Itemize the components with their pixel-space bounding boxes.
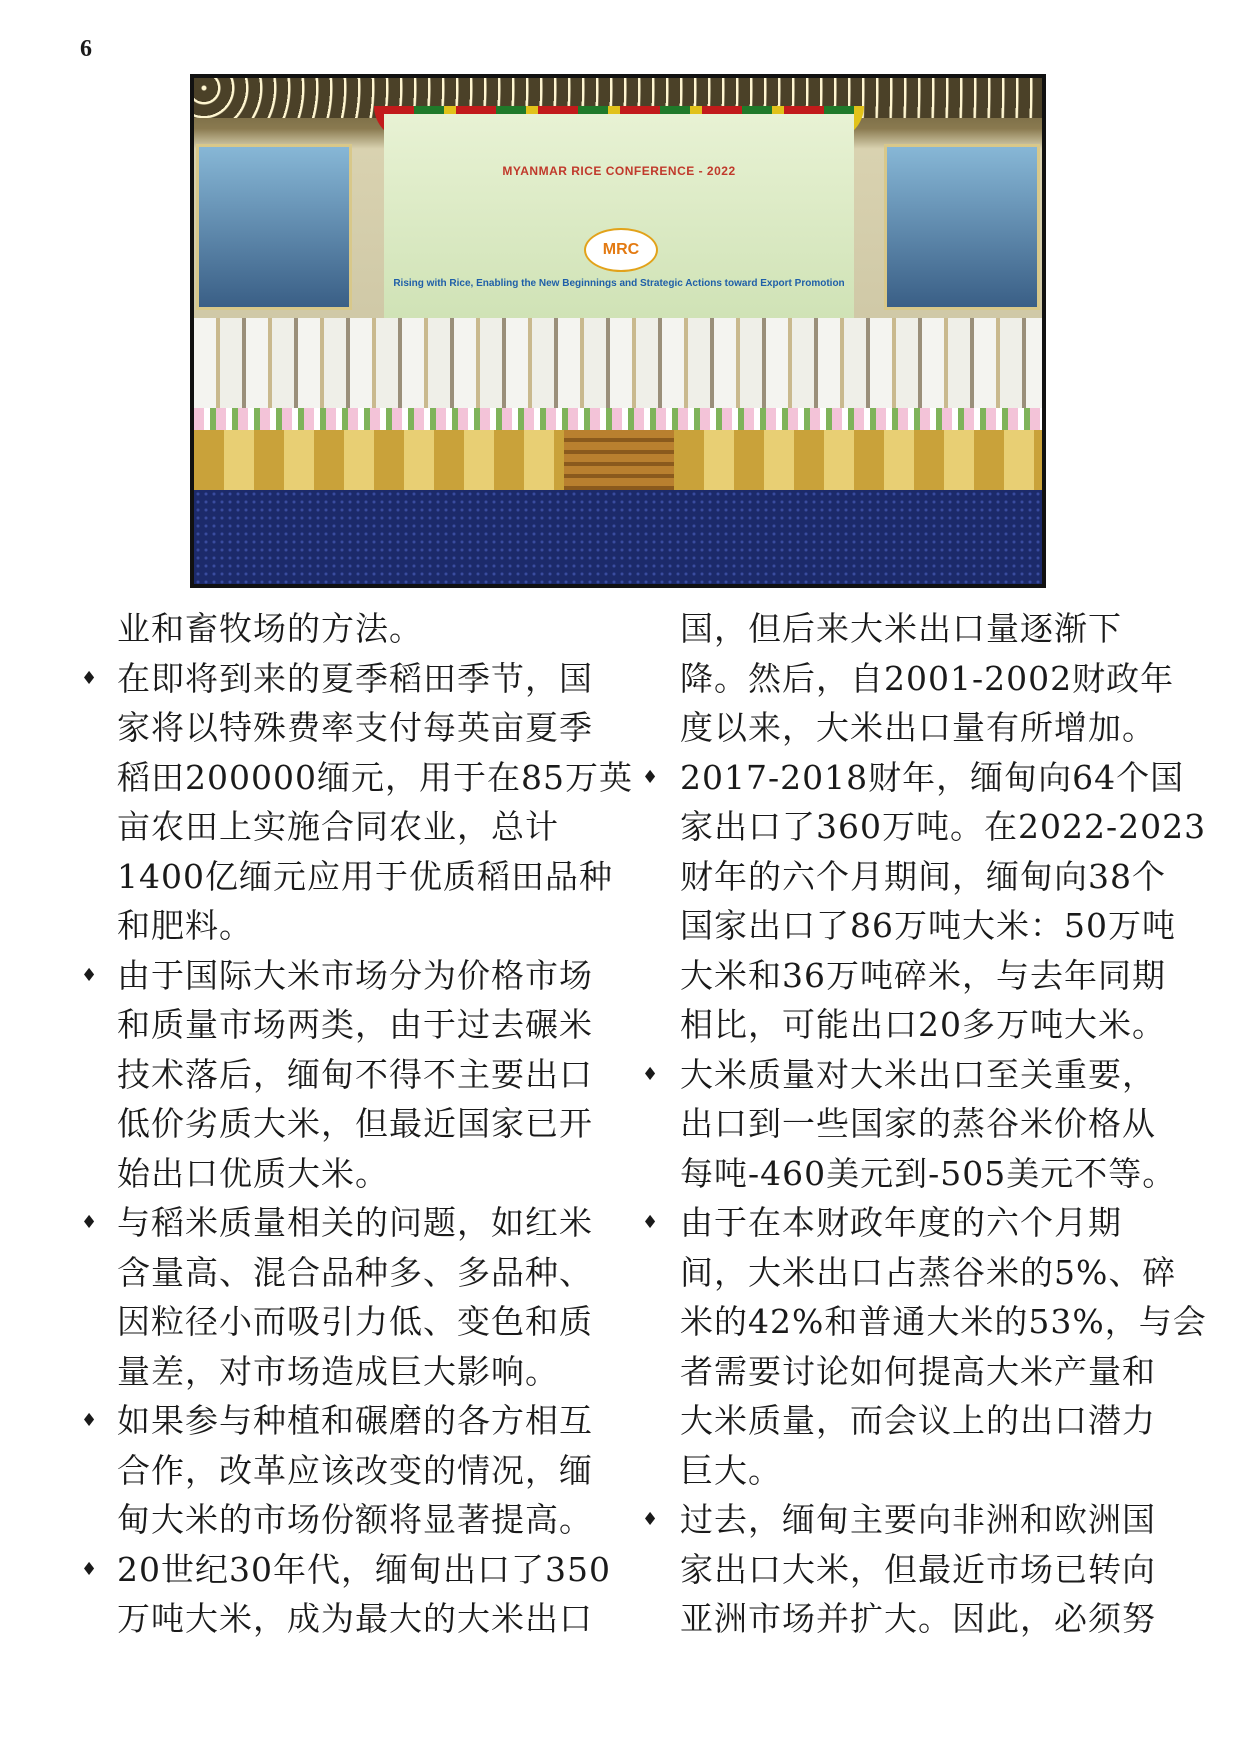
photo-stage-backdrop: [384, 114, 854, 324]
paragraph-line: 大米和36万吨碎米，与去年同期: [680, 955, 1166, 995]
bullet-diamond-icon: ♦: [642, 1509, 660, 1530]
photo-right-screen: [884, 144, 1040, 310]
photo-left-screen: [196, 144, 352, 310]
paragraph-line: 每吨-460美元到-505美元不等。: [680, 1153, 1177, 1193]
photo-slogan: Rising with Rice, Enabling the New Beginnings and Strategic Actions toward Export Promotion: [393, 278, 845, 289]
bullet-paragraph: [642, 1198, 1207, 1495]
paragraph-line: 由于在本财政年度的六个月期: [680, 1203, 1122, 1242]
paragraph-line: 由于国际大米市场分为价格市场: [117, 955, 593, 995]
paragraph-line: 相比，可能出口20多万吨大米。: [680, 1005, 1166, 1044]
paragraph-line: 巨大。: [680, 1450, 782, 1490]
photo-flower-arrangement: [194, 408, 1042, 430]
paragraph-line: 出口到一些国家的蒸谷米价格从: [680, 1104, 1156, 1143]
paragraph-line: 因粒径小而吸引力低、变色和质: [117, 1302, 593, 1341]
bullet-paragraph: [642, 1495, 1160, 1644]
photo-carpet: [194, 490, 1042, 588]
bullet-diamond-icon: ♦: [642, 1063, 660, 1085]
paragraph-line: 合作，改革应该改变的情况，缅: [117, 1450, 593, 1490]
paragraph-line: 低价劣质大米，但最近国家已开: [117, 1104, 593, 1143]
paragraph-line: 量差，对市场造成巨大影响。: [117, 1351, 559, 1391]
bullet-diamond-icon: ♦: [81, 1558, 99, 1580]
paragraph-line: 家将以特殊费率支付每英亩夏季: [117, 708, 593, 747]
paragraph-line: 如果参与种植和碾磨的各方相互: [117, 1401, 593, 1440]
paragraph-line: 万吨大米，成为最大的大米出口: [117, 1599, 593, 1638]
paragraph-line: 在即将到来的夏季稻田季节，国: [117, 658, 593, 698]
paragraph-line: 1400亿缅元应用于优质稻田品种: [117, 856, 613, 896]
bullet-paragraph: [81, 1396, 603, 1545]
paragraph-line: 始出口优质大米。: [117, 1153, 389, 1193]
paragraph-line: 含量高、混合品种多、多品种、: [117, 1252, 593, 1292]
paragraph-line: 与稻米质量相关的问题，如红米: [117, 1203, 593, 1242]
paragraph-line: 国，但后来大米出口量逐渐下: [680, 609, 1122, 648]
paragraph-line: 过去，缅甸主要向非洲和欧洲国: [680, 1500, 1156, 1539]
paragraph-line: 2017-2018财年，缅甸向64个国: [680, 757, 1185, 797]
paragraph-line: 度以来，大米出口量有所增加。: [680, 708, 1156, 747]
paragraph-line: 家出口大米，但最近市场已转向: [680, 1549, 1156, 1589]
paragraph-line: 者需要讨论如何提高大米产量和: [680, 1351, 1156, 1391]
page-number: 6: [80, 36, 92, 62]
paragraph-line: 和肥料。: [117, 906, 253, 945]
paragraph-line: 甸大米的市场份额将显著提高。: [117, 1500, 593, 1539]
paragraph-line: 大米质量对大米出口至关重要，: [680, 1054, 1156, 1094]
photo-banner-title: MYANMAR RICE CONFERENCE - 2022: [502, 164, 736, 178]
paragraph-line: 大米质量，而会议上的出口潜力: [680, 1401, 1156, 1440]
paragraph-line: 稻田200000缅元，用于在85万英: [117, 757, 633, 797]
bullet-paragraph: [642, 753, 1207, 1050]
paragraph-line: 20世纪30年代，缅甸出口了350: [117, 1549, 611, 1589]
bullet-diamond-icon: ♦: [642, 766, 660, 788]
paragraph-line: 财年的六个月期间，缅甸向38个: [680, 856, 1166, 896]
paragraph-line: 和质量市场两类，由于过去碾米: [117, 1005, 593, 1044]
conference-group-photo: [190, 74, 1046, 588]
left-text-column: [81, 604, 633, 1644]
paragraph-line: 米的42%和普通大米的53%，与会: [680, 1302, 1207, 1341]
bullet-diamond-icon: ♦: [642, 1212, 660, 1233]
paragraph-line: 技术落后，缅甸不得不主要出口: [117, 1054, 593, 1094]
paragraph-line: 业和畜牧场的方法。: [117, 609, 423, 648]
paragraph-line: 国家出口了86万吨大米：50万吨: [680, 906, 1176, 945]
bullet-diamond-icon: ♦: [81, 1410, 99, 1431]
bullet-diamond-icon: ♦: [81, 667, 99, 689]
bullet-paragraph: [81, 1545, 611, 1644]
bullet-paragraph: [642, 1050, 1177, 1199]
photo-attendees-group: [194, 318, 1042, 408]
paragraph-line: 亩农田上实施合同农业，总计: [117, 807, 559, 846]
bullet-paragraph: [81, 951, 603, 1199]
bullet-paragraph: [81, 654, 633, 951]
paragraph-line: 亚洲市场并扩大。因此，必须努: [680, 1599, 1156, 1638]
bullet-diamond-icon: ♦: [81, 1212, 99, 1233]
paragraph-line: 家出口了360万吨。在2022-2023: [680, 807, 1207, 846]
paragraph-line: 降。然后，自2001-2002财政年: [680, 658, 1175, 698]
right-text-column: [642, 604, 1207, 1644]
bullet-diamond-icon: ♦: [81, 964, 99, 986]
bullet-paragraph: [81, 1198, 603, 1396]
paragraph-line: 间，大米出口占蒸谷米的5%、碎: [680, 1252, 1177, 1292]
continuation-paragraph: [117, 604, 603, 654]
photo-mrc-logo: MRC: [584, 228, 658, 272]
continuation-paragraph: [680, 604, 1175, 753]
